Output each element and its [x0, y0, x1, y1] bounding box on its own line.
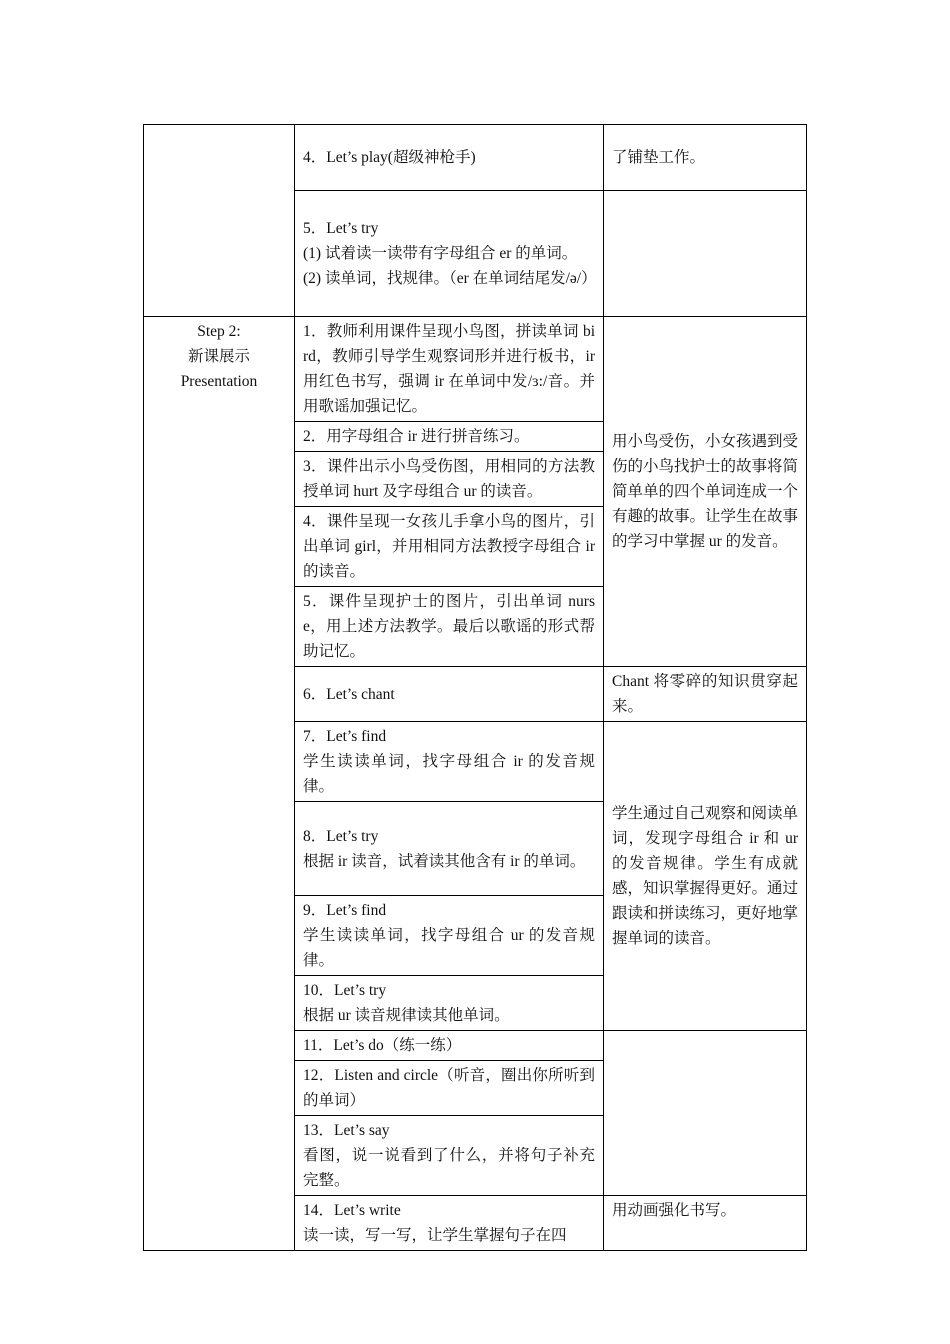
activity-cell: 6．Let’s chant: [295, 667, 604, 722]
activity-cell: 7．Let’s find 学生读读单词，找字母组合 ir 的发音规律。: [295, 722, 604, 802]
activity-cell: 12．Listen and circle（听音，圈出你所听到的单词）: [295, 1061, 604, 1116]
table-row: [144, 317, 807, 422]
activity-cell: 1．教师利用课件呈现小鸟图，拼读单词 bird，教师引导学生观察词形并进行板书，ir 用红色书写，强调 ir 在单词中发/ɜ:/音。并用歌谣加强记忆。: [295, 317, 604, 422]
activity-cell: 2．用字母组合 ir 进行拼音练习。: [295, 422, 604, 452]
lesson-plan-table: [143, 124, 807, 1251]
activity-cell: 9．Let’s find 学生读读单词，找字母组合 ur 的发音规律。: [295, 896, 604, 976]
activity-cell: 4．Let’s play(超级神枪手): [295, 125, 604, 191]
table-row: [144, 125, 807, 191]
activity-cell: 14．Let’s write 读一读，写一写，让学生掌握句子在四: [295, 1196, 604, 1251]
intent-cell: [604, 191, 807, 317]
intent-cell: 用小鸟受伤，小女孩遇到受伤的小鸟找护士的故事将简简单单的四个单词连成一个有趣的故事。让学生在故事的学习中掌握 ur 的发音。: [604, 317, 807, 667]
activity-cell: 3．课件出示小鸟受伤图，用相同的方法教授单词 hurt 及字母组合 ur 的读音。: [295, 452, 604, 507]
step-cell: Step 2: 新课展示 Presentation: [144, 317, 295, 1251]
intent-cell: Chant 将零碎的知识贯穿起来。: [604, 667, 807, 722]
activity-cell: 11．Let’s do（练一练）: [295, 1031, 604, 1061]
intent-cell: 学生通过自己观察和阅读单词，发现字母组合 ir 和 ur 的发音规律。学生有成就感，知识掌握得更好。通过跟读和拼读练习，更好地掌握单词的读音。: [604, 722, 807, 1031]
activity-cell: 13．Let’s say 看图，说一说看到了什么，并将句子补充完整。: [295, 1116, 604, 1196]
intent-cell: [604, 1031, 807, 1196]
intent-cell: 了铺垫工作。: [604, 125, 807, 191]
activity-cell: 5．课件呈现护士的图片，引出单词 nurse，用上述方法教学。最后以歌谣的形式帮助记忆。: [295, 587, 604, 667]
activity-cell: 5．Let’s try (1) 试着读一读带有字母组合 er 的单词。 (2) 读单词，找规律。（er 在单词结尾发/ə/）: [295, 191, 604, 317]
activity-cell: 8．Let’s try 根据 ir 读音，试着读其他含有 ir 的单词。: [295, 802, 604, 896]
intent-cell: 用动画强化书写。: [604, 1196, 807, 1251]
activity-cell: 4．课件呈现一女孩儿手拿小鸟的图片，引出单词 girl，并用相同方法教授字母组合 ir 的读音。: [295, 507, 604, 587]
step-cell: [144, 125, 295, 317]
activity-cell: 10．Let’s try 根据 ur 读音规律读其他单词。: [295, 976, 604, 1031]
